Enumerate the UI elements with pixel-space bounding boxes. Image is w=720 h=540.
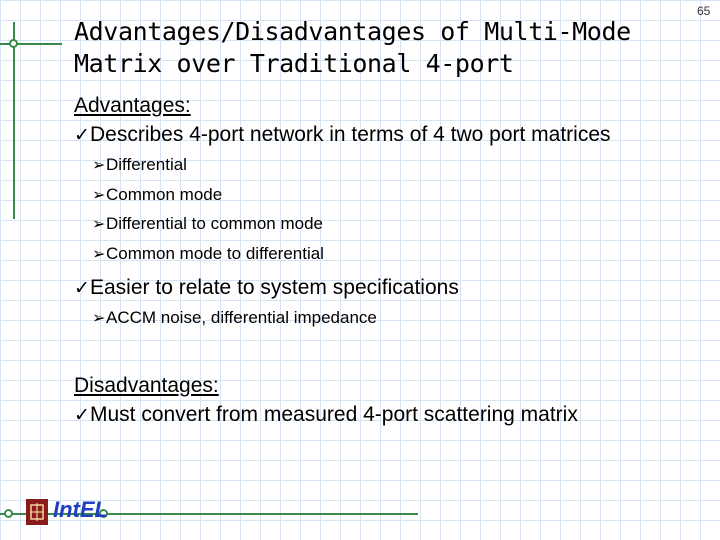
advantage-point-2 (74, 273, 714, 304)
checkmark-icon: ✓ (74, 125, 90, 146)
arrow-icon: ➢ (92, 310, 106, 327)
company-logo: IntEL (53, 497, 108, 522)
subitem-text: ACCM noise, differential impedance (106, 308, 377, 327)
frame-dot-bottom-left (4, 509, 13, 518)
advantage-point-2-text: Easier to relate to system specifications (90, 276, 459, 299)
disadvantage-point-1-text: Must convert from measured 4-port scattering matrix (90, 402, 578, 426)
list-item (74, 240, 714, 270)
arrow-icon: ➢ (92, 157, 106, 174)
disadvantages-heading: Disadvantages: (74, 373, 219, 397)
frame-dot-top (9, 39, 18, 48)
arrow-icon: ➢ (92, 186, 106, 204)
page-number: 65 (697, 4, 711, 18)
list-item (74, 304, 714, 334)
page-title (74, 16, 674, 80)
title-line-2: Matrix over Traditional 4-port (74, 49, 514, 78)
slide-content (74, 92, 714, 431)
list-item (74, 151, 714, 181)
subitem-text: Common mode (106, 184, 223, 204)
arrow-icon: ➢ (92, 245, 106, 263)
checkmark-icon: ✓ (74, 278, 90, 299)
list-item (74, 210, 714, 240)
disadvantage-point-1 (74, 400, 714, 431)
advantage-point-1-text: Describes 4-port network in terms of 4 two port matrices (90, 123, 611, 146)
arrow-icon: ➢ (92, 216, 106, 233)
left-frame-line (13, 22, 15, 219)
subitem-text: Differential to common mode (106, 214, 324, 233)
checkmark-icon: ✓ (74, 404, 90, 426)
title-line-1: Advantages/Disadvantages of Multi-Mode (74, 17, 631, 46)
list-item (74, 181, 714, 211)
advantages-heading: Advantages: (74, 94, 191, 117)
advantage-point-1 (74, 120, 714, 151)
subitem-text: Differential (106, 155, 187, 174)
seal-logo-icon (26, 499, 48, 525)
subitem-text: Common mode to differential (106, 243, 324, 263)
